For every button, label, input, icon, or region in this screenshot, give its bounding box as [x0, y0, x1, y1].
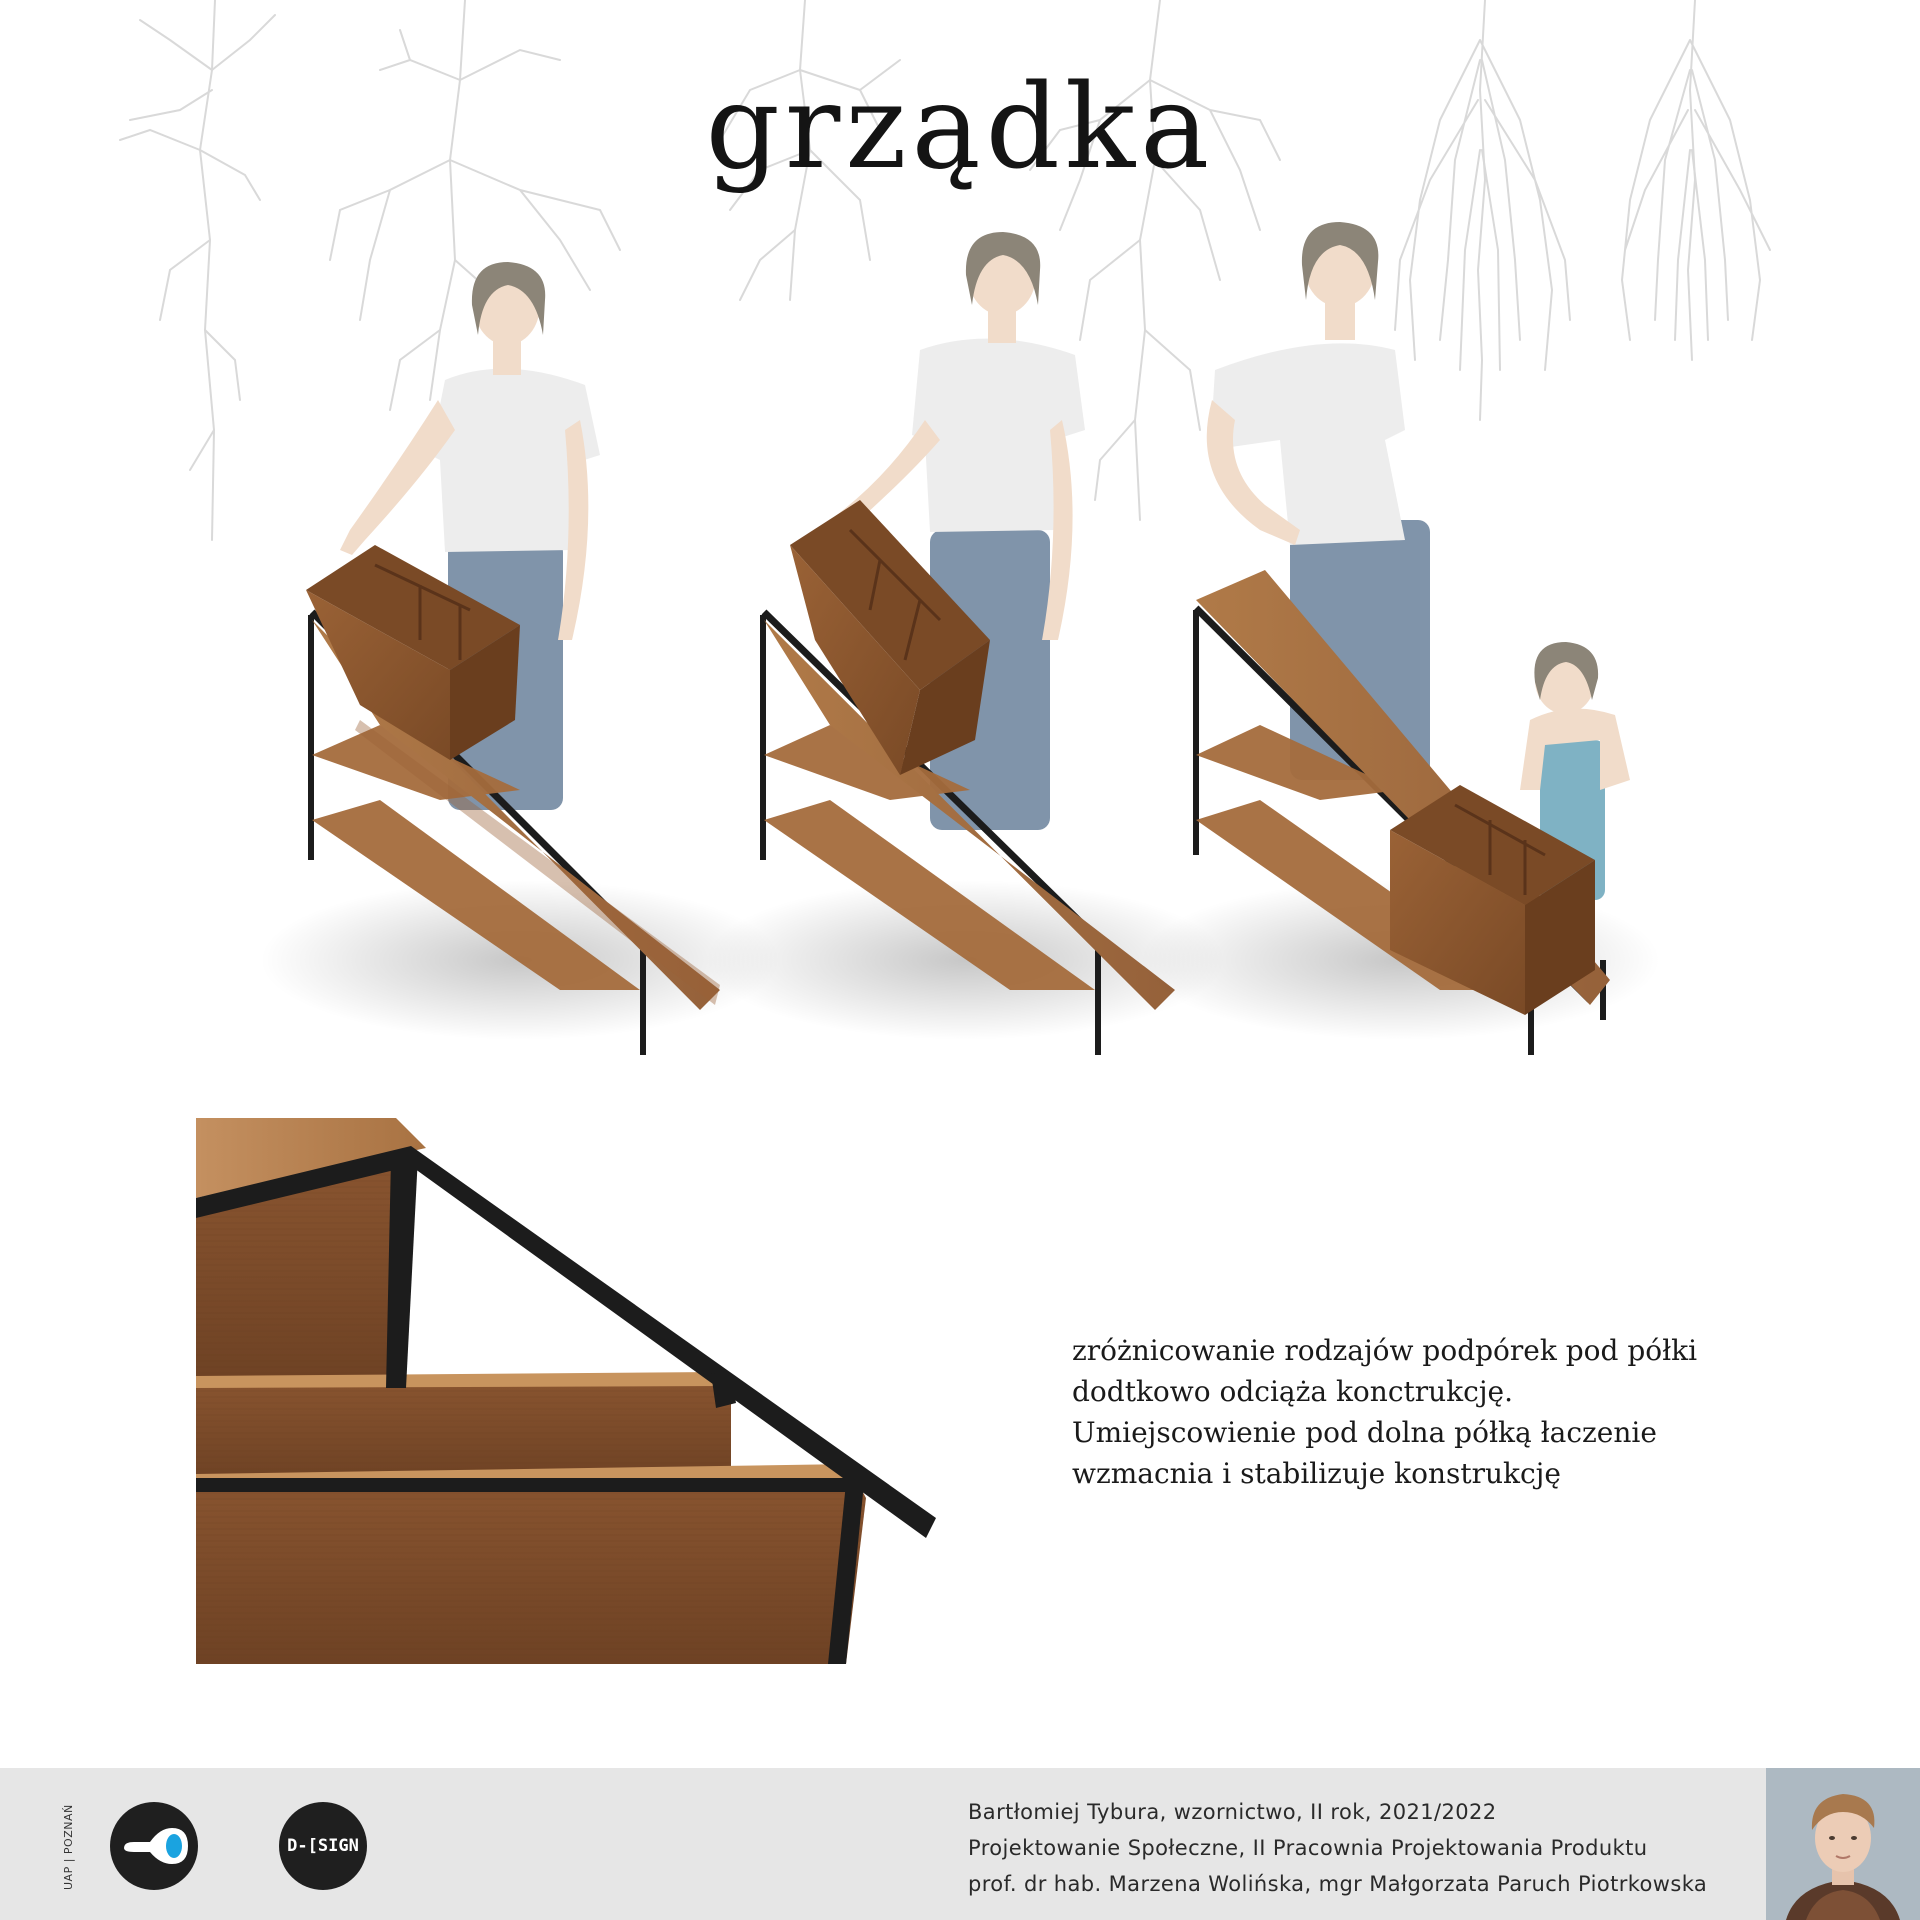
page-title: grządka [705, 60, 1215, 195]
description-line: wzmacnia i stabilizuje konstrukcję [1072, 1457, 1561, 1490]
credits-line: prof. dr hab. Marzena Wolińska, mgr Małgorzata Paruch Piotrkowska [968, 1872, 1708, 1896]
scene-2 [705, 232, 1225, 1055]
uap-logo-icon [110, 1802, 198, 1890]
credits [968, 1794, 1768, 1902]
uap-poznan-label: UAP | POZNAŃ [62, 1804, 75, 1890]
construction-detail-illustration [196, 1118, 936, 1664]
description-line: Umiejscowienie pod dolna półką łaczenie [1072, 1416, 1657, 1449]
usage-scenes-illustration [0, 200, 1920, 1100]
credits-line: Projektowanie Społeczne, II Pracownia Projektowania Produktu [968, 1836, 1648, 1860]
description-text [1072, 1330, 1792, 1494]
author-portrait [1766, 1768, 1920, 1920]
scene-3 [1140, 222, 1660, 1055]
design-logo-icon: D-[SIGN [279, 1802, 367, 1890]
description-line: zróżnicowanie rodzajów podpórek pod półki [1072, 1334, 1698, 1367]
credits-line: Bartłomiej Tybura, wzornictwo, II rok, 2021/2022 [968, 1800, 1497, 1824]
scene-1 [260, 262, 780, 1055]
description-line: dodtkowo odciąża konctrukcję. [1072, 1375, 1513, 1408]
